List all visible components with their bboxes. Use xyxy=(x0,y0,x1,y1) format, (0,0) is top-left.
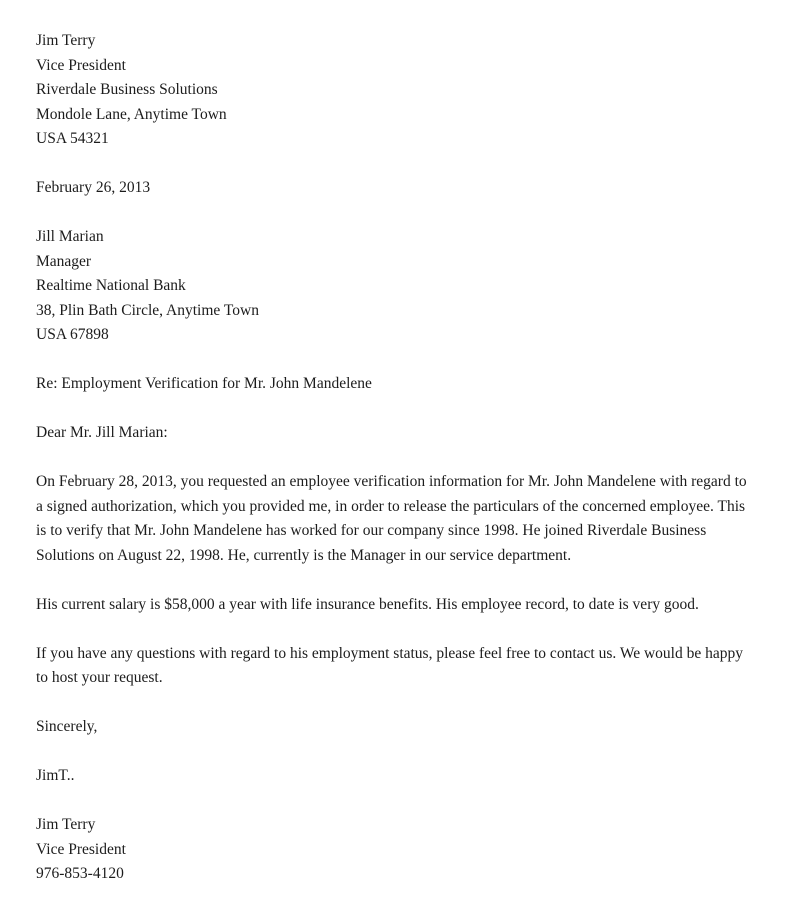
sender-country-zip: USA 54321 xyxy=(36,130,109,147)
sender-company: Riverdale Business Solutions xyxy=(36,81,218,98)
signature-block xyxy=(36,813,750,887)
salutation: Dear Mr. Jill Marian: xyxy=(36,424,168,441)
letter-date: February 26, 2013 xyxy=(36,179,151,196)
signature-title: Vice President xyxy=(36,840,126,858)
recipient-address-block xyxy=(36,225,750,348)
recipient-country-zip: USA 67898 xyxy=(36,326,109,343)
sender-title: Vice President xyxy=(36,56,126,74)
body-paragraph-2: His current salary is $58,000 a year with life insurance benefits. His employee record, to date is very good. xyxy=(36,595,699,613)
sender-address-block xyxy=(36,29,750,152)
signature-name: Jim Terry xyxy=(36,816,96,833)
body-paragraph-1: On February 28, 2013, you requested an employee verification information for Mr. John Mandelene with regard to a signed authorization, which you provided me, in order to release the particulars of the concerned employee. This is to verify that Mr. John Mandelene has worked for our company since 1998. He joined Riverdale Business Solutions on August 22, 1998. He, currently is the Manager in our service department. xyxy=(36,473,747,564)
recipient-company: Realtime National Bank xyxy=(36,277,186,294)
recipient-street: 38, Plin Bath Circle, Anytime Town xyxy=(36,301,259,319)
typed-signature: JimT.. xyxy=(36,767,75,784)
recipient-title: Manager xyxy=(36,252,92,270)
subject-line: Re: Employment Verification for Mr. John Mandelene xyxy=(36,375,372,392)
body-paragraph-3: If you have any questions with regard to his employment status, please feel free to contact us. We would be happy to host your request. xyxy=(36,644,743,686)
sender-street: Mondole Lane, Anytime Town xyxy=(36,105,227,123)
sender-name: Jim Terry xyxy=(36,32,96,49)
signature-phone: 976-853-4120 xyxy=(36,865,124,882)
closing: Sincerely, xyxy=(36,718,98,735)
recipient-name: Jill Marian xyxy=(36,228,104,245)
